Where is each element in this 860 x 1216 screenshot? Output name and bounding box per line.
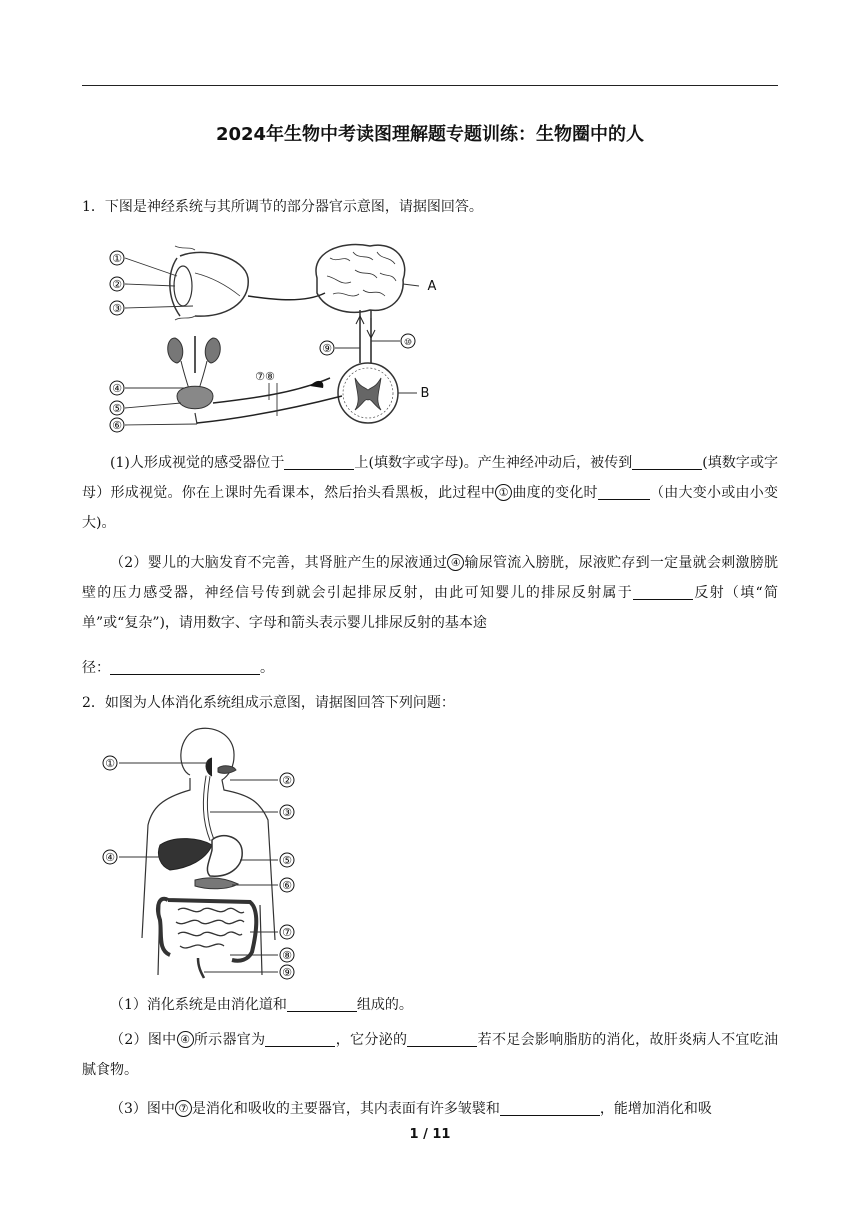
label-4: ④ [105,851,115,864]
circled-number: ④ [447,554,464,571]
label-4: ④ [112,382,122,395]
answer-blank[interactable] [633,583,693,600]
question-2-part-2: （2）图中 ④ 所示器官为 ，它分泌的 若不足会影响脂肪的消化，故肝炎病人不宜吃油腻食物。 [82,1032,779,1078]
question-2-stem: 2．如图为人体消化系统组成示意图，请据图回答下列问题： [82,695,455,711]
circled-number: ④ [177,1031,194,1048]
urinary-system-illustration [168,336,221,424]
answer-blank[interactable] [598,483,650,500]
label-8: ⑧ [282,949,292,962]
label-5: ⑤ [112,402,122,415]
answer-blank[interactable] [287,995,357,1012]
header-rule [82,85,778,86]
digestive-system-diagram [100,720,305,982]
answer-blank[interactable] [265,1030,335,1047]
answer-blank[interactable] [110,658,260,675]
question-1-part-2: （2）婴儿的大脑发育不完善，其肾脏产生的尿液通过 ④ 输尿管流入膀胱，尿液贮存到一定量就会刺激膀胱壁的压力感受器，神经信号传到就会引起排尿反射，由此可知婴儿的排尿反射属于 反射（填“简单”或“复杂”)，请用数字、字母和箭头表示婴儿排尿反射的基本途 [82,555,779,631]
label-9: ⑨ [322,342,332,355]
eye-illustration [170,246,248,320]
label-2: ② [282,774,292,787]
circled-number: ⑦ [175,1100,192,1117]
question-1-part-2-end: 径： 。 [82,660,274,676]
page-number: 1 / 11 [409,1127,451,1142]
label-7: ⑦ [282,926,292,939]
question-1-stem: 1．下图是神经系统与其所调节的部分器官示意图，请据图回答。 [82,199,483,215]
answer-blank[interactable] [632,453,702,470]
label-5: ⑤ [282,854,292,867]
page-title: 2024年生物中考读图理解题专题训练：生物圈中的人 [215,124,645,145]
label-1: ① [112,252,122,265]
answer-blank[interactable] [284,453,354,470]
label-6: ⑥ [112,419,122,432]
spinal-cord-illustration [338,363,398,423]
answer-blank[interactable] [500,1099,600,1116]
question-1-part-1: (1)人形成视觉的感受器位于 上(填数字或字母)。产生神经冲动后，被传到 (填数字或字母）形成视觉。你在上课时先看课本，然后抬头看黑板，此过程中 ① 曲度的变化时 （由大变小或由小变大)。 [82,455,779,531]
label-B: B [420,386,430,401]
label-7-8: ⑦⑧ [255,370,275,383]
circled-number: ① [495,484,512,501]
label-9: ⑨ [282,966,292,979]
nervous-system-diagram [105,238,450,438]
question-2-part-1: （1）消化系统是由消化道和 组成的。 [110,997,413,1013]
label-2: ② [112,278,122,291]
question-2-part-3: （3）图中 ⑦ 是消化和吸收的主要器官，其内表面有许多皱襞和 ，能增加消化和吸 [110,1101,712,1117]
answer-blank[interactable] [407,1030,477,1047]
label-A: A [427,279,437,294]
label-3: ③ [282,806,292,819]
label-6: ⑥ [282,879,292,892]
brain-illustration [316,245,405,318]
label-10: ⑩ [403,338,413,348]
label-1: ① [105,757,115,770]
label-3: ③ [112,302,122,315]
